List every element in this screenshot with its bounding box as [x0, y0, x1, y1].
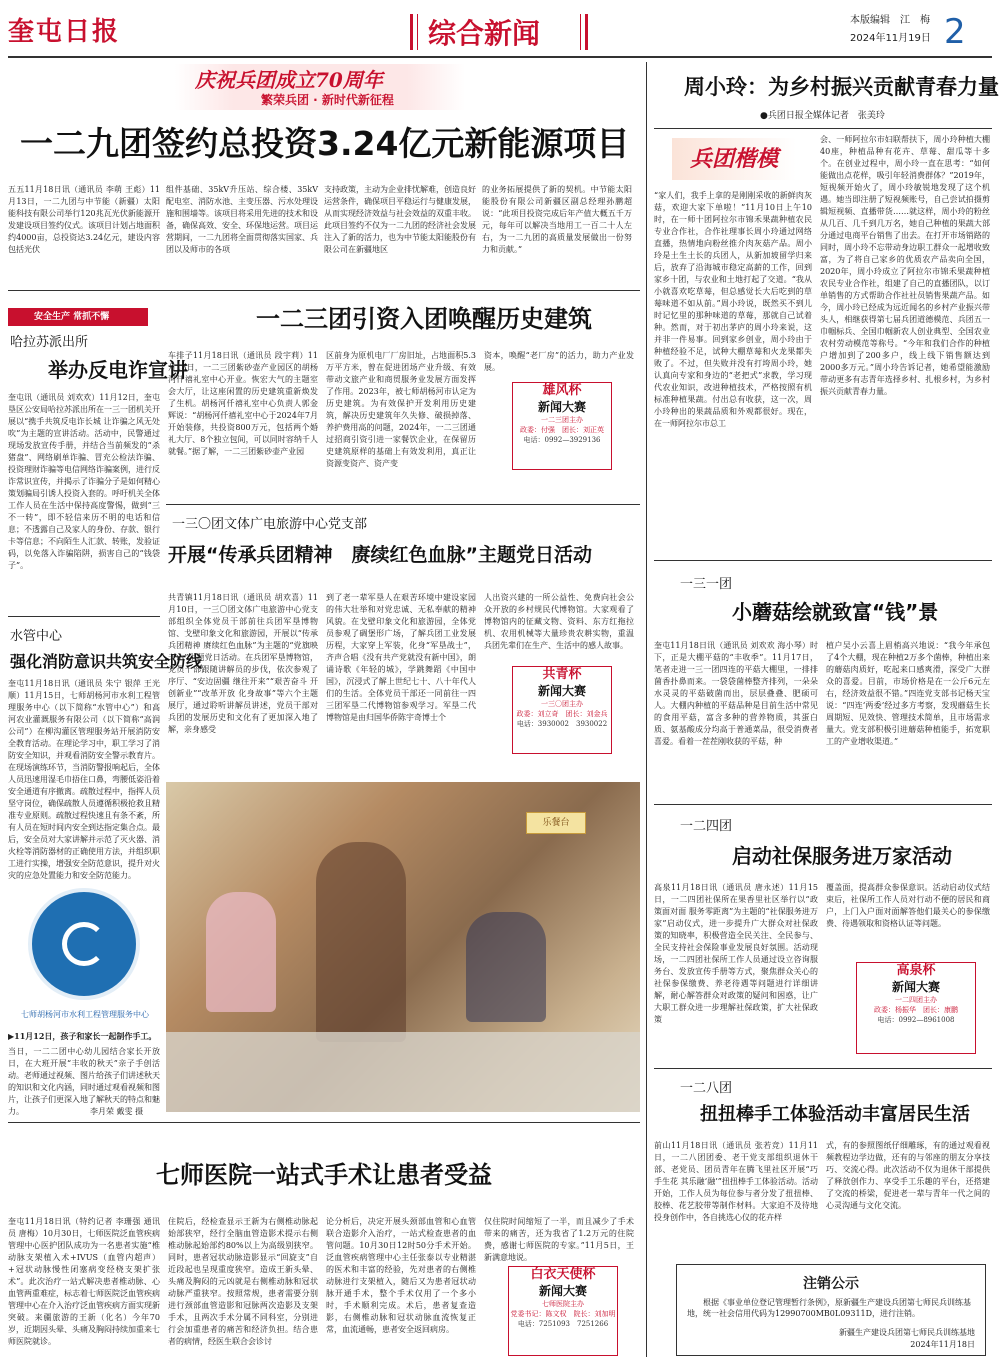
photo-child-shape — [466, 912, 546, 1022]
hospital-col-2: 住院后，经检查显示王新为右侧椎动脉起始部狭窄，经行全脑血管造影术提示右侧椎动脉起始部约80%以上为高级别狭窄。同时，患者冠状动脉造影显示“回旋支”自近段起也呈现重度狭窄。造成王新头晕、头痛及胸闷的元凶就是右侧椎动脉和冠状动脉严重狭窄。按照常规，患者需要分别进行颈部血管造影和冠脉两次造影及支架手术，且两次手术分属不同科室，分别进行会加重患者的痛苦和经济负担。结合患者的病情，经医生联合会诊讨 — [168, 1217, 318, 1346]
party-col-3: 人出资兴建的一所公益性、免费向社会公众开放的乡村规民代博物馆。大家观看了博物馆内的征藏文物、资料、东方红拖拉机、农用机械等大量珍贵农耕实物，重温兵团先辈们在生产、生活中的感人故事。 — [484, 593, 634, 650]
cup-title: 高泉杯 — [896, 963, 936, 978]
cup-sub: 新闻大赛 — [537, 684, 586, 698]
photo-credit: 李月荣 戴雯 摄 — [90, 1107, 144, 1116]
cup-title: 雄风杯 — [542, 383, 582, 398]
notice-body: 根据《事业单位登记管理暂行条例》，原新疆生产建设兵团第七师民兵训练基地，统一社会信用代码为12990700MB0L09311D，进行注销。 — [687, 1298, 971, 1318]
photo-note: 当日，一二二团中心幼儿园结合家长开放日，在大班开展“丰收的秋天”亲子手创活动。老师通过视频、图片给孩子们讲述秋天的知识和文化内涵，同时通过观看视频和图片，让孩子们更深入地了解秋天的特点和魅力。 — [8, 1047, 160, 1116]
page-number: 2 — [944, 12, 966, 52]
party-col-2: 到了老一辈军垦人在艰苦环境中建设家园的伟大壮举和对党忠诚、无私奉献的精神风貌。在戈壁印象文化和旅游园，全体党员参观了碉堡形广场，了解兵团工业发展历程，大家穿上军装，化身“军垦战士”，齐声合唱《没有共产党就没有新中国》，朗诵诗歌《年轻的城》，学跳舞蹈《中国中国》，沉浸式了解上世纪七十、八十年代人们的生活。全体党员干部还一同前往一四三团军垦二代博物馆参观学习。军垦二代博物馆是由归国华侨陈宇奇博士个 — [326, 593, 476, 722]
craft-col-2: 式，有的参照图纸仔细雕琢，有的通过观看视频教程边学边做，还有的与邻座的朋友分享技巧、交流心得。此次活动不仅为退休干部提供了释放创作力、享受手工乐趣的平台，还搭建了交流的桥梁，促进老一辈与青年一代之间的心灵沟通与文化交流。 — [826, 1141, 990, 1210]
fire-kicker: 水管中心 — [10, 629, 63, 644]
craft-col-1: 前山11月18日讯（通讯员 张若竞）11月11日，一二八团团委、老干党支部组织退休干部、老党员、团员青年在腾飞里社区开展“巧手生花 其乐融‘融’”扭扭棒手工体验活动。活动开始，工作人员为每位参与者分发了扭扭棒、胶棒、花艺胶带等制作材料。大家迫不及待地投身创作中，各自挑选心仪的花卉样 — [654, 1141, 818, 1222]
arch-col-2: 区前身为原机电厂厂房旧址，占地面积5.3万平方米，曾在促进团场产业升级、有效带动文旅产业和商贸服务业发展方面发挥了作用。2023年，被七师胡杨河市认定为历史建筑。为有效保护开发利用历史建筑，解决历史建筑年久失修、破损掉落、养护费用高的问题，2024年，一二三团通过招商引资引进一家餐饮企业，在保留历史建筑原样的基础上有效发利用，真正让资源变资产、资产变 — [326, 351, 476, 468]
fire-body: 奎屯11月18日讯（通讯员 朱宁 银萍 王光顺）11月15日，七师胡杨河市水利工程管理服务中心（以下简称“水管中心”）和高河农业灌溉服务有限公司（以下简称“高润公司”）在柳沟灌区管理服务站开展消防安全教育活动。在理论学习中，职工学习了消防安全知识，并观看消防安全警示教育片。在现场演练环节，当消防警报响起后，全体人员迅速用湿毛巾捂住口鼻，弯腰低姿沿着安全通道有序撤离。疏散过程中，指挥人员坚守岗位，确保疏散人员遵循积极抢救且精准专业原则。疏散过程快速且有条不紊，所有人员在短时间内安全到达指定集合点。最后，安全员对大家讲解并示范了灭火器、消火栓等消防器材的正确使用方法，并组织职工进行实操，增强安全防范意识，提升对火灾的应急处置能力和安全防范能力。 — [8, 679, 160, 880]
photo-caption: ▶11月12日，孩子和家长一起制作手工。 — [8, 1031, 157, 1041]
craft-kicker: 一二八团 — [680, 1081, 733, 1096]
cup-ad-baiyi — [508, 1266, 618, 1356]
logo-swirl-icon — [62, 922, 106, 966]
fire-headline: 强化消防意识共筑安全防线 — [10, 652, 203, 671]
anniversary-banner — [175, 64, 465, 110]
safety-tag — [8, 308, 148, 326]
cup-sub: 新闻大赛 — [537, 400, 586, 414]
arch-col-3: 资本，唤醒“老厂房”的活力，助力产业发展。 — [484, 351, 634, 372]
social-col-1: 高泉11月18日讯（通讯员 唐永述）11月15日，一二四团社保所在果香里社区举行以“政策面对面 服务零距离”为主题的“社保服务进万家”启动仪式，进一步提升广大群众对社保政策的知晓率，积极营造全民关注、全民参与、全民支持社会保险事业发展良好氛围。活动现场，一二四团社保所工作人员通过设立咨询服务台、发放宣传手册等方式，聚焦群众关心的社保参保缴费、养老待遇等问题进行详细讲解，耐心解答群众对政策的疑问和困惑，让广大职工群众进一步理解社保政策，扩大社保政策 — [654, 883, 818, 1024]
page-editor: 本版编辑 江 梅 — [850, 15, 930, 26]
cup-title: 共青杯 — [542, 667, 582, 682]
hospital-col-4: 仅住院时间缩短了一半，而且减少了手术带来的痛苦，还为我省了1.2万元的住院费，感谢七师医院的专家。”11月5日，王新满意地说。 — [484, 1217, 634, 1262]
cup-ad-gaoquan — [856, 962, 976, 1054]
cup-contact: 政委：刘立奇 团长：刘金兵 — [516, 710, 608, 719]
hospital-col-1: 奎屯11月18日讯（特约记者 李珊强 通讯员 唐梅）10月30日，七师医院泛血管疾病管理中心医护团队成功为一名患者实施“椎动脉支架植入术+IVUS（血管内超声）+冠状动脉慢性闭塞病变经桡支架扩张术”。此次治疗一站式解决患者椎动脉、心血管两重难症，标志着七师医院泛血管疾病管理中心在介入治疗泛血管疾病方面实现新突破。来疆旅游的王新（化名）今年70岁，近期因头晕、头痛及胸闷持续加重来七师医院就诊。 — [8, 1217, 160, 1346]
page-date: 2024年11月19日 — [850, 33, 931, 44]
photo-child-shape — [206, 892, 276, 1012]
lead-rule — [8, 290, 640, 291]
craft-headline: 扭扭棒手工体验活动丰富居民生活 — [700, 1104, 970, 1125]
lead-col-1: 五五11月18日讯（通讯员 李萌 王彪）11月13日，一二九团与中节能（新疆）太阳能科技有限公司举行120兆瓦光伏新能源开发建设项目签约仪式。该项目计划占地面积约4000亩，总投资达3.24亿元，建设内容包括光伏 — [8, 185, 160, 254]
arch-col-1: 车排子11月18日讯（通讯员 段宇莉）11月18日，一二三团紫砂壶产业园区的胡杨河仟禧礼室中心开业。恢宏大气的主题室会大厅，让这座闲置的历史建筑重新焕发了生机。胡杨河仟禧礼室中心负责人郭金辉说：“胡杨河仟禧礼室中心于2024年7月开始装修，共投资800万元，包括两个婚礼大厅、8个独立包间，可以同时容纳千人就餐。”据了解，一二三团紫砂壶产业园 — [168, 351, 318, 456]
feature-col-2: 会、一师阿拉尔市妇联帮扶下，周小玲种植大棚40座，种植品种有花卉、草莓、甜瓜等十多个。在创业过程中，周小玲一直在思考：“如何能做出点花样，吸引年轻消费群体？”2019年，短视频开始火了，周小玲敏锐地发现了这个机遇。她当即注册了短视频账号，自己尝试拍摄剪辑短视频、直播带货……就这样，周小玲的粉丝从几百、几千到几万名，她自己种植的果蔬大部分通过电商平台销售了出去。在打开市场销路的同时，周小玲不忘带动身边职工群众一起增收致富，为了将自己家乡的优质农产品卖向全国，2020年，周小玲成立了阿拉尔市锦禾果蔬种植农民专业合作社，组建了自己的直播团队，以订单销售的方式帮助合作社社员销售果蔬产品。如今，周小玲已经成为远近闻名的乡村产业振兴带头人，相继获得第七届兵团道德模范、兵团五一巾帼标兵、全国巾帼新农人创业典型、全国农业农村劳动模范等称号。“今年和我们合作的种植户增加到了200多户，线上线下销售额达到2000多万元。”周小玲告诉记者，她希望能激励带动更多有志青年选择乡村、扎根乡村，为乡村振兴贡献青春力量。 — [820, 135, 990, 396]
cup-ad-xiongfeng — [512, 382, 612, 470]
cup-contact: 政委：杨振华 团长：康鹏 — [874, 1006, 958, 1015]
masthead-rule — [8, 56, 992, 58]
fraud-rule — [8, 616, 160, 617]
kindergarten-photo — [166, 782, 640, 1112]
social-col-2: 覆盖面，提高群众参保意识。活动启动仪式结束后，社保所工作人员对行动不便的居民和商户，上门入户面对面解答他们最关心的参保缴费、待遇领取和资格认证等问题。 — [826, 883, 990, 928]
feature-rule — [654, 128, 992, 129]
feature-headline: 周小玲：为乡村振兴贡献青春力量 — [684, 75, 999, 99]
mushroom-headline: 小蘑菇绘就致富“钱”景 — [732, 600, 939, 624]
feature-badge: 兵团楷模 — [672, 138, 796, 180]
section-title: 综合新闻 — [428, 17, 541, 50]
lead-col-3: 支持政策，主动为企业排忧解难，创造良好运营条件，确保项目平稳运行与健康发展，从而实现经济效益与社会效益的双重丰收。此项目签约不仅为一二九团的经济社会发展注入了新的活力，也为中节能太阳能股份有限公司在新疆地区 — [324, 185, 476, 254]
cup-org: 七师医院主办 — [542, 1300, 584, 1308]
arch-headline: 一二三团引资入团唤醒历史建筑 — [256, 305, 592, 333]
cup-org: 一三〇团主办 — [541, 700, 583, 708]
cup-contact: 党委书记：陈文权 院长：刘加明 — [510, 1310, 616, 1319]
feature-end-rule — [654, 560, 992, 561]
cup-contact: 政委：付强 团长：刘正英 — [520, 426, 604, 435]
cancellation-notice — [676, 1264, 986, 1356]
banner-line1: 庆祝兵团成立70周年 — [195, 68, 383, 92]
notice-title: 注销公示 — [803, 1276, 859, 1292]
cup-title: 白衣天使杯 — [530, 1267, 596, 1282]
lead-col-2: 组件基础、35kV升压站、综合楼、35kV配电室、消防水池、主变压器、污水处理设施和围墙等。该项目将采用先进的技术和设备，确保高效、安全、环保地运营。项目运营期间，一二九团将全面贯彻落实国家、兵团以及师市的各项 — [166, 185, 318, 254]
feature-col-1: “家人们，我手上拿的是刚刚采收的新鲜肉灰菇，欢迎大家下单啦！”11月10日上午10时，在一师十团阿拉尔市锦禾果蔬种植农民专业合作社，合作社理事长周小玲通过网络直播，热情地向粉丝推介肉灰菇产品。周小玲是土生土长的兵团人，从新加坡留学归来后，放弃了沿海城市稳定高薪的工作，回到家乡十团，与农业和土地打起了交道。“我从小就喜欢吃草莓，但总感觉长大后吃到的草莓味道不如从前。”周小玲说，既然买不到儿时记忆里的那种味道的草莓，那就自己试着种。然而，对于初出茅庐的周小玲来说，这并非一件易事。回到家乡创业，周小玲由于种植经验不足，试种大棚草莓和火龙果都失败了。不过，但失败并没有打垮周小玲，她认真向专家和身边的“老把式”求教，学习现代农业知识，改进种植技术，严格按照有机标准种植果蔬。付出总有收获，这一次，周小玲种出的果蔬品质和外观都很好。现在，在一师阿拉尔市总工 — [654, 191, 812, 428]
party-kicker: 一三〇团文体广电旅游中心党支部 — [172, 517, 368, 532]
social-headline: 启动社保服务进万家活动 — [732, 844, 952, 868]
banner-line2: 繁荣兵团 · 新时代新征程 — [261, 93, 394, 107]
water-center-logo — [28, 888, 140, 1000]
cup-tel: 电话：0992—8961008 — [877, 1016, 955, 1025]
newspaper-logo: 奎屯日报 — [8, 17, 121, 47]
mushroom-rule — [654, 804, 992, 805]
water-center-logo-text: 七师胡杨河市水利工程管理服务中心 — [21, 1010, 149, 1019]
cup-org: 一二四团主办 — [895, 996, 937, 1004]
mushroom-col-2: 植户吴小云喜上眉梢高兴地说：“我今年承包了4个大棚，现在种植2万多个菌棒，种植出来的蘑菇肉质好，吃起来口感爽滑，深受广大群众的喜爱。目前，市场价格是在一公斤6元左右，经济效益很不错。”四连党支部书记杨天宝说：“四连‘两委’经过多方考察，发现蘑菇生长周期短、见效快、管理技术简单，且市场需求量大。党支部积极引进蘑菇种植能手，拓宽职工的产业增收渠道。” — [826, 641, 990, 746]
safety-tag-label: 安全生产 常抓不懈 — [34, 312, 110, 322]
fraud-body: 奎屯讯（通讯员 刘欢欢）11月12日，奎屯垦区公安局哈拉苏派出所在一三一团机关开展以“携手共筑反电诈长城 让诈骗之风无处吹”为主题的宣讲活动。活动中，民警通过现场发放宣传手册，并结合当前频发的“杀猪盘”、网络刷单诈骗、冒充公检法诈骗、投资理财诈骗等电信网络诈骗案例，进行反诈常识宣传，并揭示了诈骗分子是如何精心策划骗局引诱人投资入套的。呼吁机关全体工作人员在生活中保持高度警惕，做到“三不一转”，即不轻信来历不明的电话和信息；不透露自己及家人的身份、存款、银行卡等信息；不向陌生人汇款、转账，发验证码，以免落入诈骗陷阱，损害自己的“钱袋子”。 — [8, 393, 160, 570]
party-headline: 开展“传承兵团精神 赓续红色血脉”主题党日活动 — [168, 544, 592, 566]
mushroom-kicker: 一三一团 — [680, 577, 733, 592]
cup-ad-gongqing — [512, 666, 612, 754]
cup-tel: 电话：0992—3929136 — [523, 436, 601, 445]
social-kicker: 一二四团 — [680, 819, 733, 834]
cup-sub: 新闻大赛 — [891, 980, 940, 994]
notice-org: 新疆生产建设兵团第七师民兵训练基地 — [839, 1328, 975, 1337]
cup-sub: 新闻大赛 — [538, 1284, 587, 1298]
cup-org: 一二三团主办 — [541, 416, 583, 424]
lead-headline: 一二九团签约总投资3.24亿元新能源项目 — [20, 124, 630, 163]
social-rule — [654, 1068, 992, 1069]
mushroom-col-1: 奎屯11月18日讯（通讯员 刘欢欢 海小琴）时下，正是大棚平菇的“丰收季”。11月17日，笔者走进一三一团四连的平菇大棚里，一排排菌香扑鼻而来。一袋袋菌棒整齐排列，一朵朵水灵灵的平菇破菌而出，层层叠叠、肥硕可人。大棚内种植的平菇品种是目前生活中常见的食用平菇，富含多种的营养物质，其蛋白质、氨基酸成分均高于普通菜品，很受消费者喜爱。看着一茬茬刚收获的平菇，种 — [654, 641, 818, 746]
photo-rule — [8, 1122, 640, 1123]
arch-rule — [166, 504, 640, 505]
notice-date: 2024年11月18日 — [910, 1339, 975, 1349]
photo-table-shape — [166, 1032, 640, 1112]
party-col-1: 共青镇11月18日讯（通讯员 胡欢喜）11月10日，一三〇团文体广电旅游中心党支部组织全体党员干部前往兵团军垦博物馆、戈壁印象文化和旅游园，开展以“传承兵团精神 赓续红色血脉”为主题的“党旗映天山”主题党日活动。在兵团军垦博物馆，党员干部跟随讲解员的步伐，依次参观了序厅、“安边固疆 继往开来”“艰苦奋斗 开创新业”“改革开放 化身故事”等六个主题展厅，通过聆听讲解员讲述，党员干部对兵团的发展历史和文化有了更加深入地了解，亲身感受 — [168, 593, 318, 734]
lead-col-4: 的业务拓展提供了新的契机。中节能太阳能股份有限公司新疆区副总经理孙鹏超说：“此项目投资完成后年产值大概五千万元，每年可以解决当地用工一百二十人左右，为一二九团的高质量发展做出一份努力和贡献。” — [482, 185, 632, 254]
section-bar-left — [410, 14, 418, 50]
section-bar-right — [580, 14, 588, 50]
fraud-headline: 举办反电诈宣讲 — [48, 358, 188, 382]
hospital-col-3: 论分析后，决定开展头颈部血管和心血管联合造影介入治疗，一站式检查患者的血管问题。10月30日12时50分手术开始。泛血管疾病管理中心主任张泰以专业精湛的医术和丰富的经验，先对患者的右侧椎动脉进行支架植入，随后又为患者冠状动脉开通手术，整个手术仅用了一个多小时，手术顺利完成。术后，患者复查造影，右侧椎动脉和冠状动脉血流恢复正常，血流通畅，患者安全返回病房。 — [326, 1217, 476, 1334]
hospital-headline: 七师医院一站式手术让患者受益 — [156, 1161, 492, 1189]
photo-sign: 乐餐台 — [526, 812, 586, 834]
cup-tel: 电话：3930002 3930022 — [516, 720, 608, 729]
fraud-kicker: 哈拉苏派出所 — [10, 335, 89, 350]
column-divider — [646, 62, 647, 1357]
cup-tel: 电话：7251093 7251266 — [517, 1320, 609, 1329]
feature-byline: ●兵团日报全媒体记者 张美玲 — [760, 111, 885, 121]
photo-teacher-shape — [316, 842, 406, 1042]
